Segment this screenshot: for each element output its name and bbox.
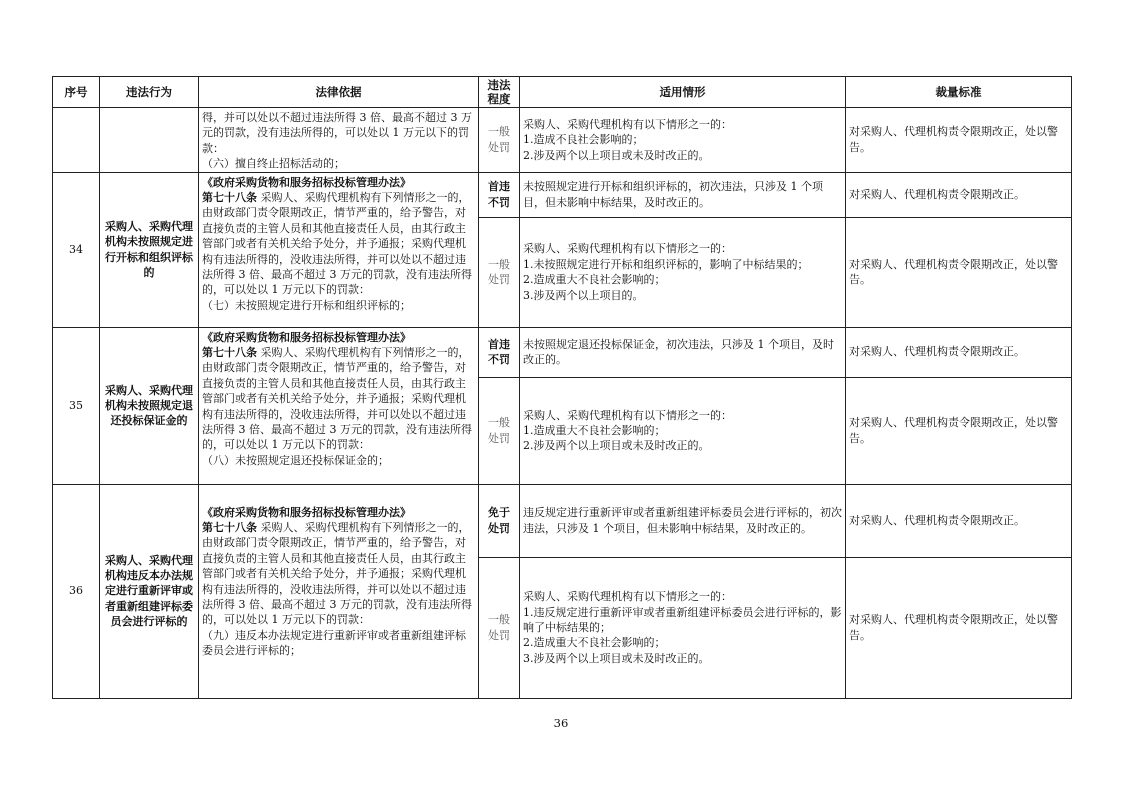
table-row	[53, 327, 1072, 377]
level-cell: 一般 处罚	[479, 108, 520, 173]
header-standard: 裁量标准	[846, 77, 1072, 108]
standard-cell: 对采购人、代理机构责令限期改正。	[846, 172, 1072, 217]
level-cell: 免于 处罚	[479, 484, 520, 557]
basis-cell	[199, 484, 479, 698]
level-cell: 首违 不罚	[479, 327, 520, 377]
standard-cell: 对采购人、代理机构责令限期改正。	[846, 484, 1072, 557]
header-situation: 适用情形	[520, 77, 846, 108]
header-act: 违法行为	[100, 77, 199, 108]
basis-title: 《政府采购货物和服务招标投标管理办法》	[202, 175, 411, 189]
standard-cell: 对采购人、代理机构责令限期改正，处以警告。	[846, 217, 1072, 327]
seq-cell: 34	[53, 172, 100, 327]
basis-article: 第七十八条	[202, 521, 257, 535]
situation-cell: 采购人、采购代理机构有以下情形之一的： 1.违反规定进行重新评审或者重新组建评标委员会进行评标的，影响了中标结果的； 2.造成重大不良社会影响的； 3.涉及两个以上项目或未及时改正的。	[520, 557, 846, 698]
situation-cell: 未按照规定退还投标保证金，初次违法，只涉及 1 个项目，及时改正的。	[520, 327, 846, 377]
level-cell: 一般 处罚	[479, 377, 520, 484]
page-number: 36	[553, 716, 569, 730]
level-cell: 首违 不罚	[479, 172, 520, 217]
table-row	[53, 484, 1072, 557]
situation-cell: 采购人、采购代理机构有以下情形之一的： 1.造成不良社会影响的； 2.涉及两个以上项目或未及时改正的。	[520, 108, 846, 173]
act-cell: 采购人、采购代理机构违反本办法规定进行重新评审或者重新组建评标委员会进行评标的	[100, 484, 199, 698]
level-cell: 一般 处罚	[479, 557, 520, 698]
basis-text: 采购人、采购代理机构有下列情形之一的，由财政部门责令限期改正，情节严重的，给予警告，对直接负责的主管人员和其他直接责任人员，由其行政主管部门或者有关机关给予处分，并予通报；采购代理机构有违法所得的，没收违法所得，并可以处以不超过违法所得 3 倍、最高不超过 3 万元的罚款，没有违法所得的，可以处以 1 万元以下的罚款： （八）未按照规定退还投标保证金的；	[202, 346, 472, 467]
seq-cell: 35	[53, 327, 100, 484]
basis-cell: 得，并可以处以不超过违法所得 3 倍、最高不超过 3 万元的罚款，没有违法所得的，可以处以 1 万元以下的罚款： （六）擅自终止招标活动的；	[199, 108, 479, 173]
basis-article: 第七十八条	[202, 346, 257, 360]
header-basis: 法律依据	[199, 77, 479, 108]
standard-cell: 对采购人、代理机构责令限期改正。	[846, 327, 1072, 377]
basis-title: 《政府采购货物和服务招标投标管理办法》	[202, 505, 411, 519]
basis-title: 《政府采购货物和服务招标投标管理办法》	[202, 330, 411, 344]
act-cell: 采购人、采购代理机构未按照规定退还投标保证金的	[100, 327, 199, 484]
seq-cell	[53, 108, 100, 173]
situation-cell: 采购人、采购代理机构有以下情形之一的： 1.未按照规定进行开标和组织评标的，影响了中标结果的； 2.造成重大不良社会影响的； 3.涉及两个以上项目的。	[520, 217, 846, 327]
header-row	[53, 77, 1072, 108]
act-cell: 采购人、采购代理机构未按照规定进行开标和组织评标的	[100, 172, 199, 327]
situation-cell: 违反规定进行重新评审或者重新组建评标委员会进行评标的，初次违法，只涉及 1 个项目，但未影响中标结果，及时改正的。	[520, 484, 846, 557]
basis-text: 采购人、采购代理机构有下列情形之一的，由财政部门责令限期改正，情节严重的，给予警告，对直接负责的主管人员和其他直接责任人员，由其行政主管部门或者有关机关给予处分，并予通报；采购代理机构有违法所得的，没收违法所得，并可以处以不超过违法所得 3 倍、最高不超过 3 万元的罚款，没有违法所得的，可以处以 1 万元以下的罚款： （九）违反本办法规定进行重新评审或者重新组建评标委员会进行评标的；	[202, 521, 472, 658]
basis-article: 第七十八条	[202, 191, 257, 205]
situation-cell: 采购人、采购代理机构有以下情形之一的： 1.造成重大不良社会影响的； 2.涉及两个以上项目或未及时改正的。	[520, 377, 846, 484]
seq-cell: 36	[53, 484, 100, 698]
standard-cell: 对采购人、代理机构责令限期改正，处以警告。	[846, 108, 1072, 173]
act-cell	[100, 108, 199, 173]
basis-cell	[199, 327, 479, 484]
standard-cell: 对采购人、代理机构责令限期改正，处以警告。	[846, 557, 1072, 698]
situation-cell: 未按照规定进行开标和组织评标的，初次违法，只涉及 1 个项目，但未影响中标结果，及时改正的。	[520, 172, 846, 217]
basis-cell	[199, 172, 479, 327]
table-row	[53, 172, 1072, 217]
level-cell: 一般 处罚	[479, 217, 520, 327]
header-level: 违法 程度	[479, 77, 520, 108]
table-row	[53, 108, 1072, 173]
header-seq: 序号	[53, 77, 100, 108]
basis-text: 采购人、采购代理机构有下列情形之一的，由财政部门责令限期改正，情节严重的，给予警告，对直接负责的主管人员和其他直接责任人员，由其行政主管部门或者有关机关给予处分，并予通报；采购代理机构有违法所得的，没收违法所得，并可以处以不超过违法所得 3 倍、最高不超过 3 万元的罚款，没有违法所得的，可以处以 1 万元以下的罚款： （七）未按照规定进行开标和组织评标的；	[202, 191, 472, 312]
penalty-table	[52, 76, 1072, 699]
standard-cell: 对采购人、代理机构责令限期改正，处以警告。	[846, 377, 1072, 484]
